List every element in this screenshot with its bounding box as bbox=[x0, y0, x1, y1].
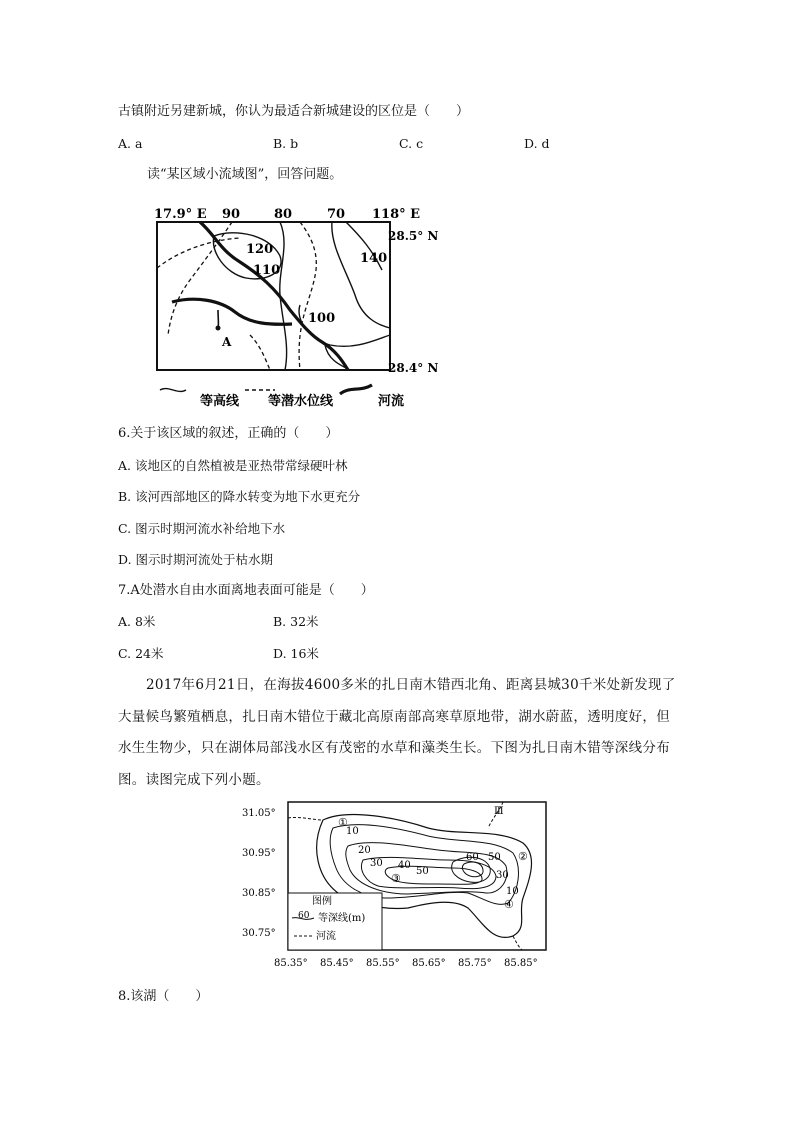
lake-legend-isobath-number: 60 bbox=[298, 911, 310, 921]
q5-stem: 古镇附近另建新城，你认为最适合新城建设的区位是（ ） bbox=[118, 104, 470, 119]
depth-label-60: 60 bbox=[466, 852, 479, 863]
lake-river-1 bbox=[288, 817, 323, 820]
point-a-marker bbox=[216, 326, 221, 331]
contour-label-90: 90 bbox=[222, 207, 241, 222]
lon-label-5: 85.75° bbox=[458, 958, 492, 969]
lat-bottom-label: 28.4° N bbox=[388, 361, 439, 375]
depth-label-10: 10 bbox=[346, 826, 359, 837]
q6-option-d: D. 图示时期河流处于枯水期 bbox=[118, 552, 274, 567]
q6-stem: 6.关于该区域的叙述，正确的（ ） bbox=[118, 426, 339, 441]
q5-option-b: B. b bbox=[273, 136, 299, 151]
depth-label-20: 20 bbox=[358, 845, 371, 856]
intro-watershed: 读“某区域小流域图”，回答问题。 bbox=[147, 167, 343, 182]
q6-option-c: C. 图示时期河流水补给地下水 bbox=[118, 521, 286, 536]
q5-option-d: D. d bbox=[524, 136, 550, 151]
contour-label-120: 120 bbox=[246, 242, 274, 257]
water-table-line-2 bbox=[168, 222, 232, 335]
depth-label-30b: 30 bbox=[496, 870, 509, 881]
depth-label-40: 40 bbox=[398, 860, 411, 871]
lon-label-1: 85.35° bbox=[274, 958, 308, 969]
lake-legend-title: 图例 bbox=[312, 896, 332, 907]
lake-legend-river-label: 河流 bbox=[316, 931, 336, 942]
legend-river-symbol bbox=[340, 385, 372, 394]
legend-contour-symbol bbox=[160, 389, 186, 392]
q5-option-c: C. c bbox=[399, 136, 424, 151]
intro-lake-paragraph: 2017年6月21日，在海拔4600多米的扎日南木错西北角、距离县城30千米处新发现了大量候鸟繁殖栖息，扎日南木错位于藏北高原南部高寒草原地带，湖水蔚蓝，透明度好，但水生生物少，只在湖体局部浅水区有茂密的水草和藻类生长。下图为扎日南木错等深线分布图。读图完成下列小题。 bbox=[118, 677, 676, 788]
contour-label-110: 110 bbox=[253, 263, 281, 278]
marker-label: Ⅲ bbox=[494, 806, 504, 817]
lat-label-2: 30.95° bbox=[242, 848, 276, 859]
contour-label-70: 70 bbox=[327, 207, 346, 222]
lon-label-2: 85.45° bbox=[320, 958, 354, 969]
q7-option-d: D. 16米 bbox=[273, 646, 319, 661]
depth-label-50b: 50 bbox=[488, 852, 501, 863]
river-tributary bbox=[172, 299, 292, 324]
point-4-label: ④ bbox=[504, 898, 514, 911]
depth-label-10b: 10 bbox=[506, 886, 519, 897]
water-table-line-4 bbox=[250, 335, 270, 370]
lat-top-label: 28.5° N bbox=[388, 229, 439, 243]
q8-stem: 8.该湖（ ） bbox=[118, 989, 209, 1004]
water-table-line-3 bbox=[299, 222, 316, 370]
lon-left-label: 17.9° E bbox=[154, 207, 207, 222]
q6-option-b: B. 该河西部地区的降水转变为地下水更充分 bbox=[118, 489, 361, 504]
depth-label-50a: 50 bbox=[416, 866, 429, 877]
lake-isobath-map bbox=[238, 798, 558, 973]
q6-option-a: A. 该地区的自然植被是亚热带常绿硬叶林 bbox=[118, 458, 348, 473]
lon-label-3: 85.55° bbox=[366, 958, 400, 969]
point-a-label: A bbox=[222, 335, 232, 349]
legend-contour-label: 等高线 bbox=[200, 394, 240, 409]
lon-label-4: 85.65° bbox=[412, 958, 446, 969]
point-3-label: ③ bbox=[391, 872, 401, 885]
point-2-label: ② bbox=[518, 850, 528, 863]
lat-label-4: 30.75° bbox=[242, 928, 276, 939]
q5-option-a: A. a bbox=[118, 136, 143, 151]
point-1-label: ① bbox=[338, 816, 348, 829]
depth-label-30: 30 bbox=[370, 858, 383, 869]
lake-legend-isobath-label: 等深线(m) bbox=[318, 913, 366, 924]
lake-river-2 bbox=[513, 936, 522, 950]
q7-option-c: C. 24米 bbox=[118, 646, 164, 661]
q7-option-b: B. 32米 bbox=[273, 614, 319, 629]
legend-water-table-label: 等潜水位线 bbox=[268, 394, 334, 409]
contour-label-100: 100 bbox=[308, 311, 336, 326]
lat-label-1: 31.05° bbox=[242, 808, 276, 819]
legend-river-label: 河流 bbox=[378, 394, 405, 409]
contour-label-140: 140 bbox=[360, 251, 388, 266]
contour-label-80: 80 bbox=[274, 207, 293, 222]
q7-stem: 7.A处潜水自由水面离地表面可能是（ ） bbox=[118, 583, 374, 598]
lat-label-3: 30.85° bbox=[242, 888, 276, 899]
q7-option-a: A. 8米 bbox=[118, 614, 156, 629]
lon-label-6: 85.85° bbox=[504, 958, 538, 969]
lon-right-label: 118° E bbox=[372, 207, 421, 222]
watershed-map bbox=[150, 200, 470, 410]
